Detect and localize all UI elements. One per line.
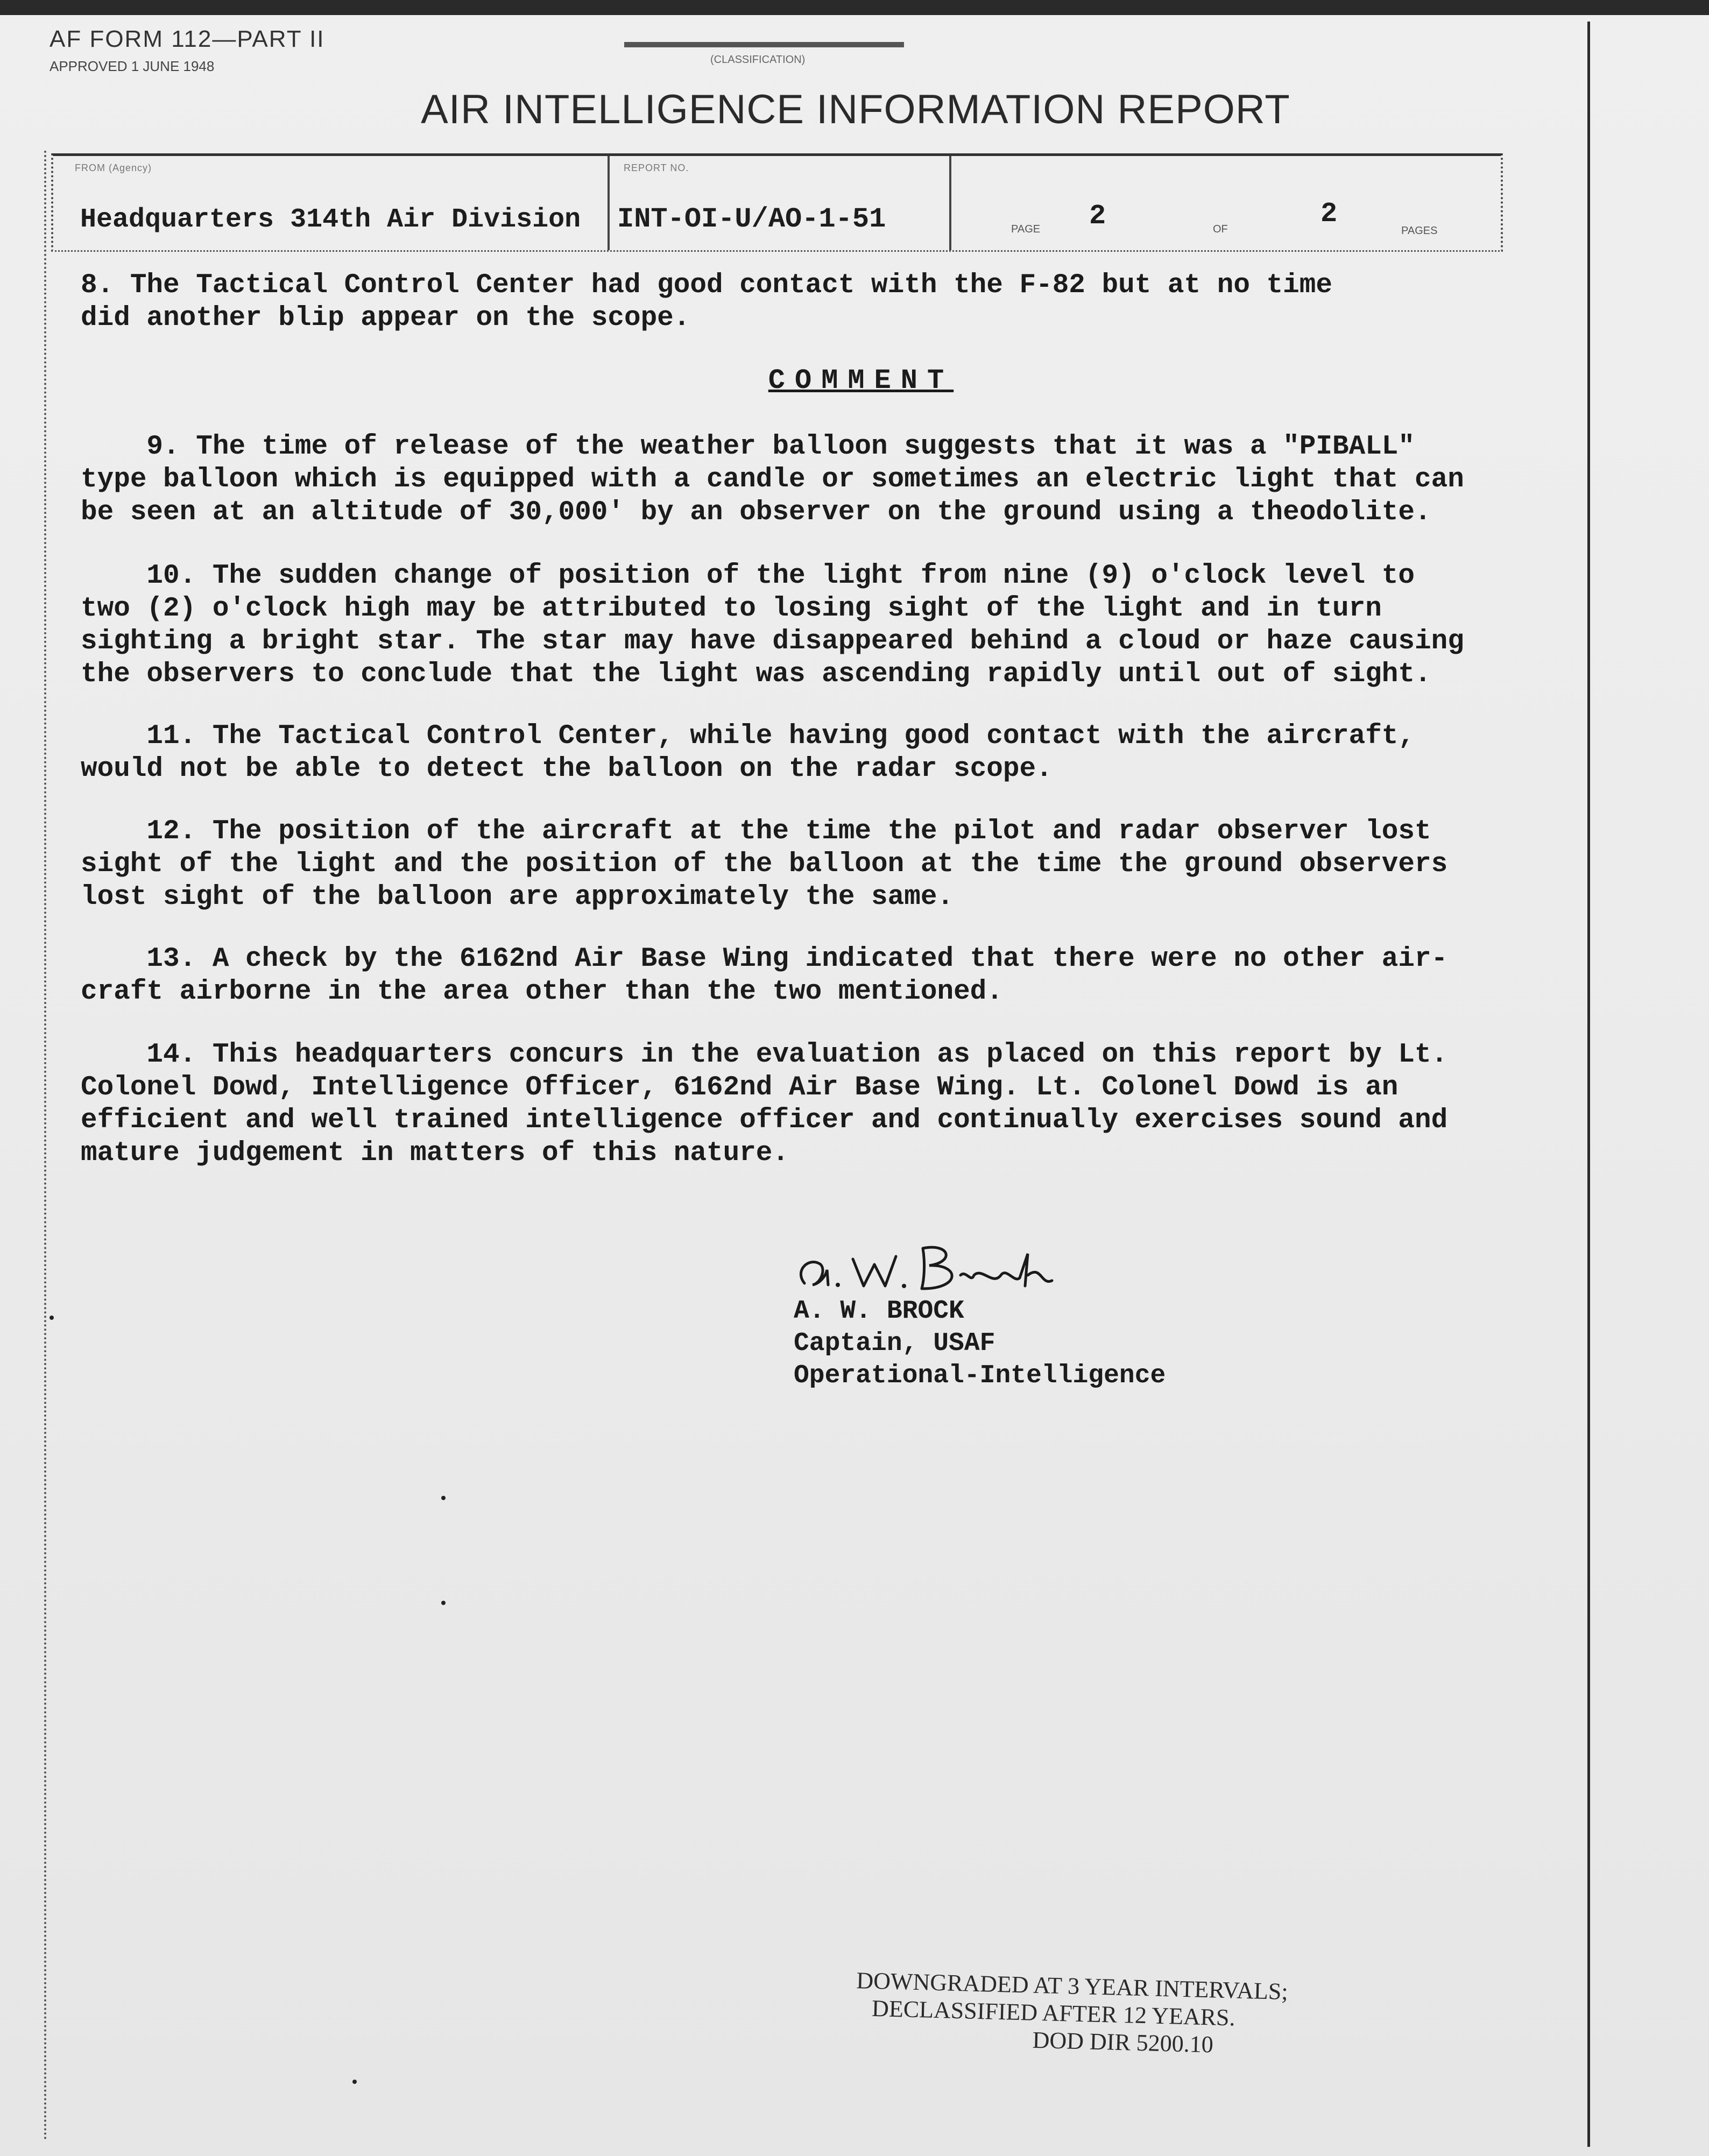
form-left-border [44,151,48,2141]
classification-strikeout [624,42,904,47]
downgrade-stamp [838,1966,1486,2065]
paragraph-14: 14. This headquarters concurs in the evaluation as placed on this report by Lt. Colonel Dowd, Intelligence Officer, 6162nd Air Base Wing. Lt. Colonel Dowd is an efficient and well trained intelligence officer and continually exercises sound and mature judgement in matters of this nature. [81,1040,1448,1169]
page-label: PAGE [1011,223,1041,235]
report-title: AIR INTELLIGENCE INFORMATION REPORT [421,87,1290,132]
pages-label: PAGES [1401,225,1438,237]
report-no-value: INT-OI-U/AO-1-51 [617,203,886,235]
paragraph-8: 8. The Tactical Control Center had good contact with the F-82 but at no time did another blip appear on the scope. [81,270,1332,334]
stamp-line-2: DECLASSIFIED AFTER 12 YEARS. [871,1995,1236,2031]
comment-heading: COMMENT [768,365,954,397]
scan-speck [50,1316,54,1320]
report-header-box [51,153,1503,252]
paragraph-12: 12. The position of the aircraft at the time the pilot and radar observer lost sight of the light and the position of the balloon at the time the ground observers lost sight of the balloon are approximately the same. [81,816,1448,913]
total-pages: 2 [1320,198,1338,230]
form-number: AF FORM 112—PART II [50,26,325,52]
from-label: FROM (Agency) [75,162,152,173]
classification-stamp [603,20,926,66]
header-divider [608,156,610,250]
scan-speck [441,1601,446,1605]
signatory-office: Operational-Intelligence [794,1361,1166,1390]
form-right-border [1587,22,1590,2147]
paragraph-11: 11. The Tactical Control Center, while having good contact with the aircraft, would not be able to detect the balloon on the radar scope. [81,721,1415,784]
signatory-name: A. W. BROCK [794,1297,964,1326]
scan-speck [352,2080,357,2084]
scan-speck [441,1496,446,1500]
paragraph-13: 13. A check by the 6162nd Air Base Wing indicated that there were no other air- craft airborne in the area other than the two mentioned. [81,944,1448,1007]
signatory-rank: Captain, USAF [794,1329,995,1358]
stamp-line-1: DOWNGRADED AT 3 YEAR INTERVALS; [856,1967,1289,2005]
scan-top-edge [0,0,1709,15]
paragraph-10: 10. The sudden change of position of the light from nine (9) o'clock level to two (2) o'clock high may be attributed to losing sight of the light and in turn sighting a bright star. The star may have disappeared behind a cloud or haze causing the observers to conclude that the light was ascending rapidly until out of sight. [81,561,1464,690]
classification-label: (CLASSIFICATION) [710,54,806,66]
of-label: OF [1213,223,1228,235]
from-value: Headquarters 314th Air Division [80,204,581,235]
report-no-label: REPORT NO. [624,162,689,173]
paragraph-9: 9. The time of release of the weather balloon suggests that it was a "PIBALL" type balloon which is equipped with a candle or sometimes an electric light that can be seen at an altitude of 30,000' by an observer on the ground using a theodolite. [81,432,1464,528]
page-number: 2 [1089,200,1106,232]
form-approval-date: APPROVED 1 JUNE 1948 [50,58,215,74]
stamp-line-3: DOD DIR 5200.10 [1032,2026,1214,2058]
handwritten-signature [788,1232,1090,1307]
header-divider [949,156,951,250]
